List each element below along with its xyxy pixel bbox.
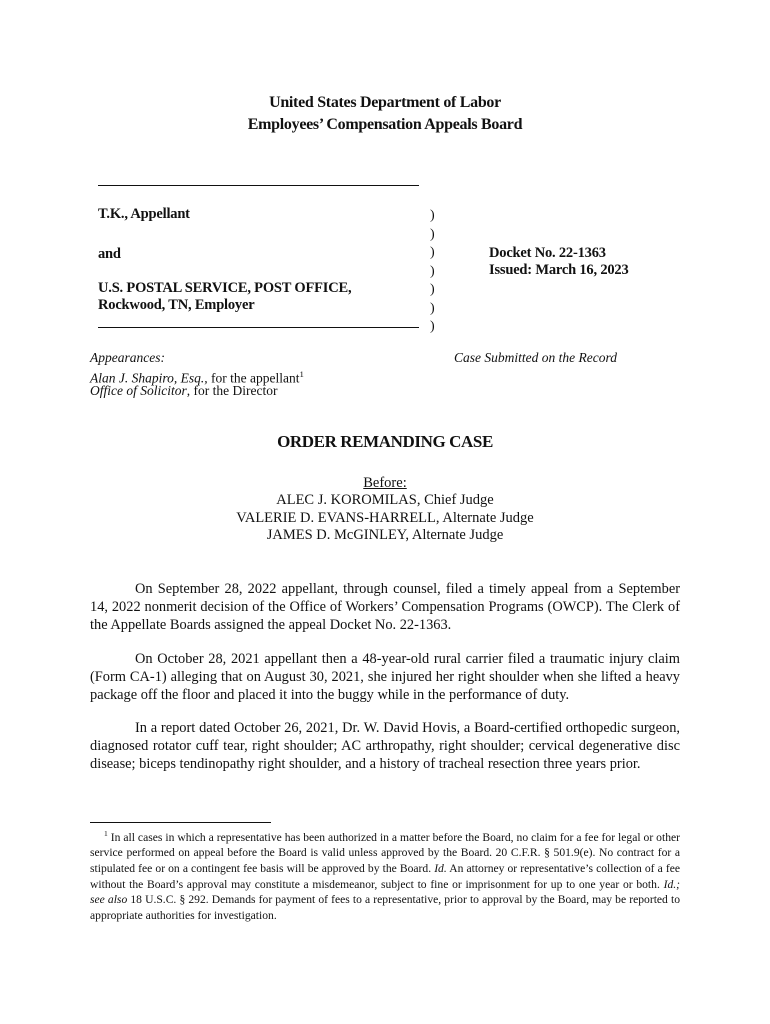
footnote-id-2: Id.; see also xyxy=(90,877,680,907)
footnote-text-2: An attorney or representative’s collection of a fee without the Board’s approval may constitute a misdemeanor, subject to fine or imprisonment for up to one year or both. xyxy=(90,862,681,891)
caption-paren: ) xyxy=(430,208,435,223)
employer-line-1: U.S. POSTAL SERVICE, POST OFFICE, xyxy=(98,280,352,296)
caption-paren: ) xyxy=(430,226,435,242)
footnote-separator xyxy=(90,822,271,823)
caption-paren: ) xyxy=(430,282,435,297)
appearances-heading: Appearances: xyxy=(90,350,165,365)
caption-paren: ) xyxy=(430,263,435,279)
footnote-id-1: Id. xyxy=(434,862,447,876)
judge-2: VALERIE D. EVANS-HARRELL, Alternate Judge xyxy=(236,509,534,526)
body-paragraph-1: On September 28, 2022 appellant, through counsel, filed a timely appeal from a September 14, 2022 nonmerit decision of the Office of Workers’ Compensation Programs (OWCP). The Clerk of the Appellate Boards assigned the appeal Docket No. 22-1363. xyxy=(90,581,680,634)
panel-before: Before: xyxy=(363,475,407,491)
footnote-marker: 1 xyxy=(104,829,108,838)
caption-bottom-rule xyxy=(98,327,419,328)
footnote-ref: 1 xyxy=(299,369,304,379)
appellant-name: T.K., Appellant xyxy=(98,206,190,222)
caption-paren: ) xyxy=(430,245,435,260)
caption-top-rule xyxy=(98,185,419,186)
caption-paren: ) xyxy=(430,319,435,334)
footnote-1 xyxy=(90,826,680,923)
caption-and: and xyxy=(98,246,121,262)
agency-name: United States Department of Labor xyxy=(269,94,501,111)
submission-note: Case Submitted on the Record xyxy=(454,350,617,365)
appearance-solicitor xyxy=(90,383,277,400)
footnote-text-3: 18 U.S.C. § 292. Demands for payment of fees to a representative, prior to approval by the Board, may be reported to appropriate authorities for investigation. xyxy=(90,893,680,922)
issued-date: Issued: March 16, 2023 xyxy=(489,262,629,278)
solicitor-name: Office of Solicitor xyxy=(90,383,187,398)
employer-line-2: Rockwood, TN, Employer xyxy=(98,297,255,313)
judge-3: JAMES D. McGINLEY, Alternate Judge xyxy=(266,527,504,543)
counsel-name: Alan J. Shapiro, Esq., xyxy=(90,370,208,386)
body-paragraph-2: On October 28, 2021 appellant then a 48-year-old rural carrier filed a traumatic injury claim (Form CA-1) alleging that on August 30, 2021, she injured her right shoulder when she lifted a heavy package off the floor and placed it into the buggy while in the performance of duty. xyxy=(90,651,680,704)
docket-number: Docket No. 22-1363 xyxy=(489,245,606,261)
solicitor-role: , for the Director xyxy=(186,383,278,398)
board-name: Employees’ Compensation Appeals Board xyxy=(247,116,523,133)
judge-1: ALEC J. KOROMILAS, Chief Judge xyxy=(276,492,494,508)
caption-paren: ) xyxy=(430,300,435,316)
body-paragraph-3: In a report dated October 26, 2021, Dr. W. David Hovis, a Board-certified orthopedic surgeon, diagnosed rotator cuff tear, right shoulder; AC arthropathy, right shoulder; cervical degenerative disc disease; biceps tendinopathy right shoulder, and a history of tracheal resection three years prior. xyxy=(90,720,680,773)
order-title: ORDER REMANDING CASE xyxy=(277,432,493,451)
counsel-role: for the appellant xyxy=(207,370,300,386)
footnote-text-1: In all cases in which a representative has been authorized in a matter before the Board, no claim for a fee for legal or other service performed on appeal before the Board is valid unless approved by the Board. 20 C.F.R. § 501.9(e). No contract for a stipulated fee or on a contingent fee basis will be approved by the Board. xyxy=(90,830,680,876)
